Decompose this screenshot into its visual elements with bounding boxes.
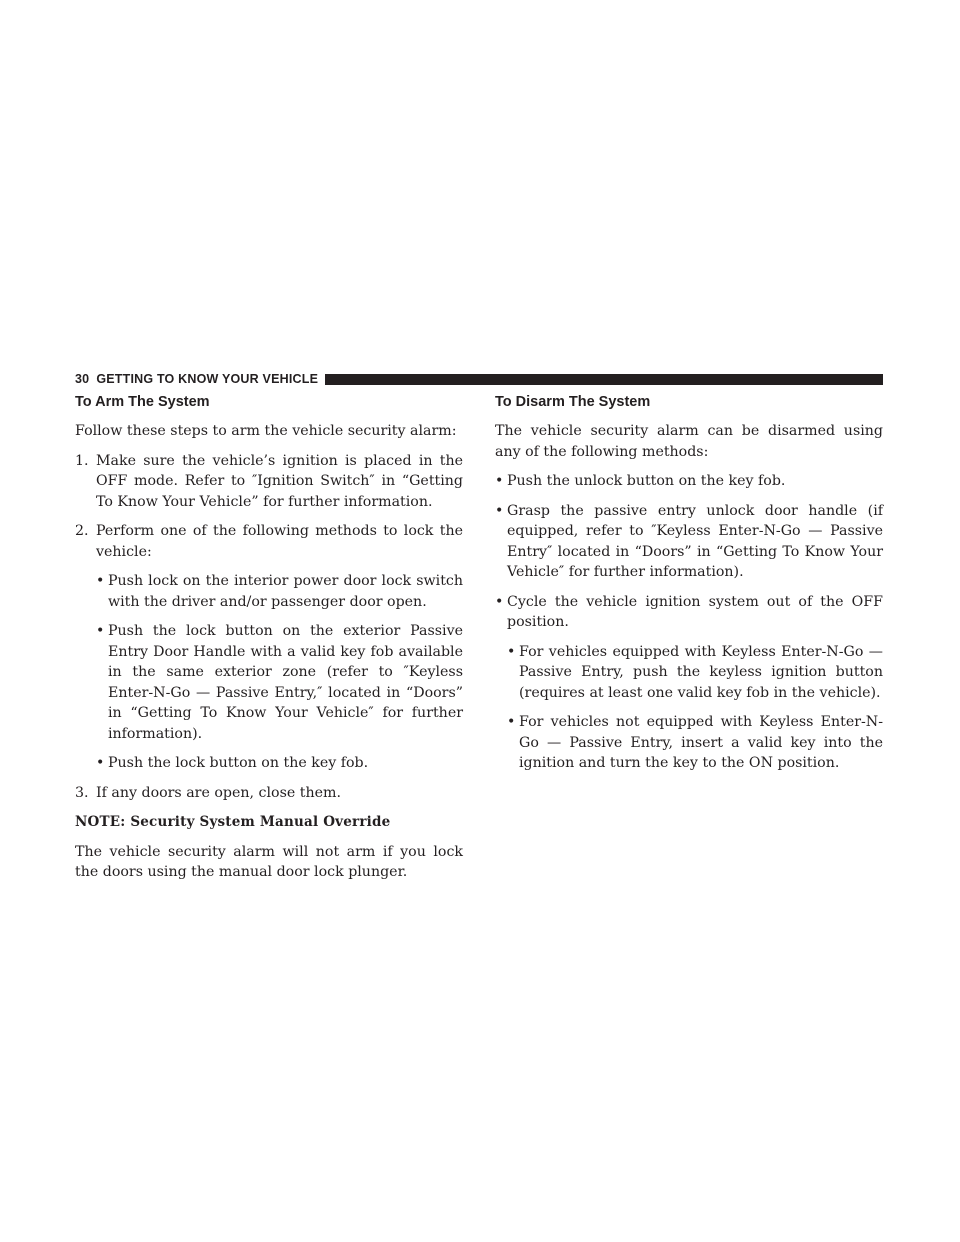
bullet-icon: • [495,473,504,489]
page-header [75,370,883,388]
disarm-intro: The vehicle security alarm can be disarmed using any of the following methods: [495,423,883,460]
arm-intro: Follow these steps to arm the vehicle security alarm: [75,423,457,439]
list-item [507,642,883,704]
list-item-text: Push the lock button on the exterior Passive Entry Door Handle with a valid key fob available in the same exterior zone (refer to ″Keyless Enter-N-Go — Passive Entry,″ located in “Doors” in “Getting To Know Your Vehicle″ for further information). [108,623,463,742]
note-heading: NOTE: Security System Manual Override [75,814,391,830]
disarm-methods-list [495,471,883,774]
list-item-text: Push lock on the interior power door lock switch with the driver and/or passenger door open. [108,573,463,610]
section-title: GETTING TO KNOW YOUR VEHICLE [96,372,319,386]
list-item-text: Cycle the vehicle ignition system out of the OFF position. [507,593,883,630]
bullet-icon: • [507,643,516,660]
right-column [495,392,883,783]
step-item [75,521,463,774]
list-item [495,501,883,583]
bullet-icon: • [495,593,504,610]
list-item-text: Grasp the passive entry unlock door handle (if equipped, refer to ″Keyless Enter-N-Go — Passive Entry″ located in “Doors” in “Getting To Know Your Vehicle″ for further information). [507,502,883,580]
list-item [495,592,883,774]
list-item [96,753,463,774]
list-item [507,712,883,774]
bullet-icon: • [96,573,105,589]
bullet-icon: • [507,714,516,730]
step-text: Perform one of the following methods to lock the vehicle: [96,523,463,560]
step-text: If any doors are open, close them. [96,784,341,801]
list-item-text: For vehicles not equipped with Keyless Enter-N-Go — Passive Entry, insert a valid key into the ignition and turn the key to the ON position. [519,714,883,771]
bullet-icon: • [96,755,105,771]
arm-heading: To Arm The System [75,394,210,410]
list-item-text: Push the lock button on the key fob. [108,755,369,771]
list-item [96,571,463,612]
step-item [75,451,463,513]
list-item-text: For vehicles equipped with Keyless Enter-N-Go — Passive Entry, push the keyless ignition button (requires at least one valid key fob in the vehicle). [519,643,883,701]
note-text: The vehicle security alarm will not arm if you lock the doors using the manual door lock plunger. [75,843,463,880]
step-text: Make sure the vehicle’s ignition is placed in the OFF mode. Refer to ″Ignition Switch″ in “Getting To Know Your Vehicle” for further information. [96,452,463,510]
list-item [495,471,883,492]
list-item-text: Push the unlock button on the key fob. [507,473,786,489]
list-item [96,621,463,744]
lock-methods-list [96,571,463,774]
step-item [75,783,463,804]
bullet-icon: • [96,623,105,639]
ignition-methods-list [507,642,883,774]
left-column [75,392,463,892]
page-number: 30 [75,372,90,386]
header-rule [325,374,883,385]
step-number: 3. [75,784,89,801]
step-number: 2. [75,523,89,539]
bullet-icon: • [495,502,504,519]
step-number: 1. [75,452,89,469]
disarm-heading: To Disarm The System [495,394,651,410]
